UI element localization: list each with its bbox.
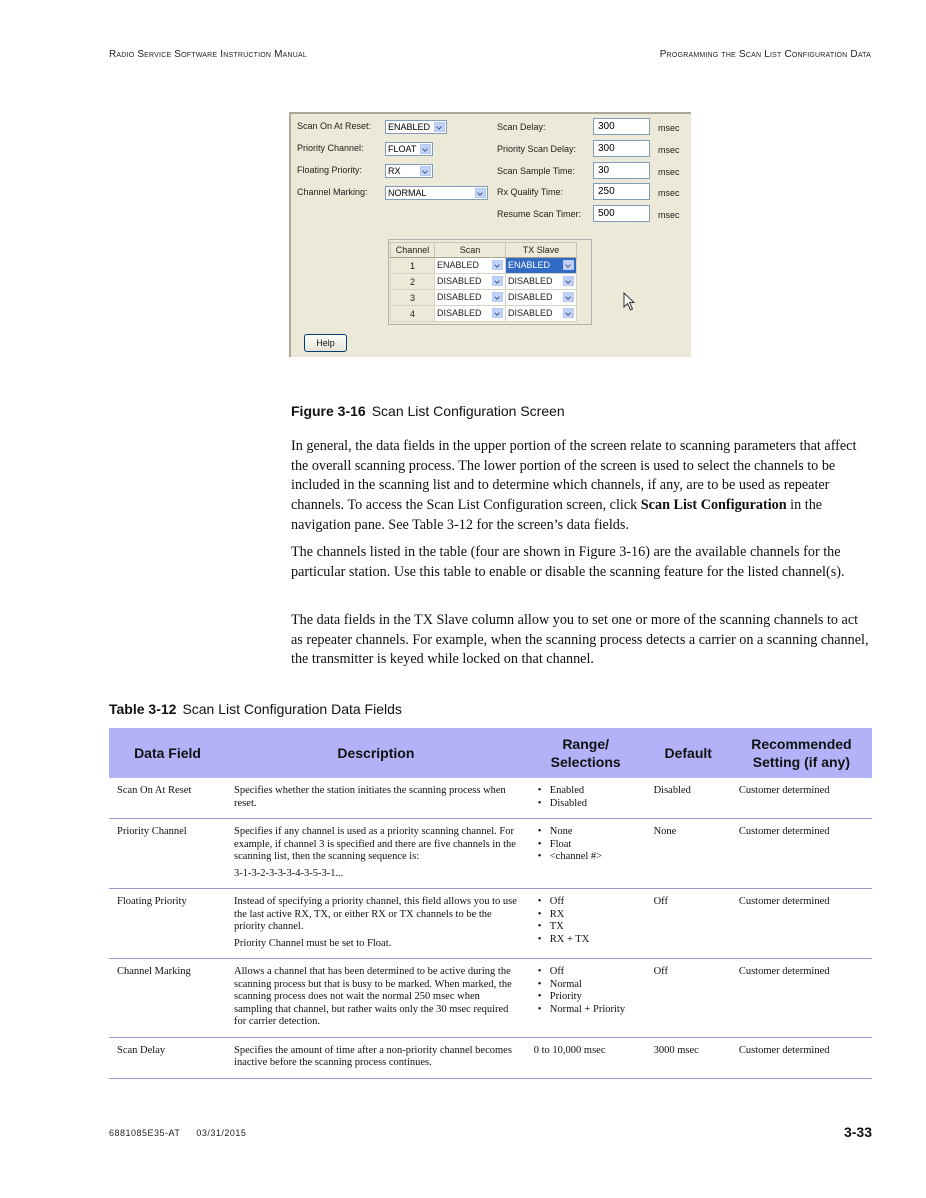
running-header: [109, 49, 871, 63]
range-option: • Priority: [534, 991, 638, 1004]
field-recommended: Customer determined: [731, 1037, 872, 1078]
scan-value: DISABLED: [437, 308, 482, 318]
description-text: Allows a channel that has been determined to be active during the scanning process but that is busy to be marked. When marked, the scanning process does not wait the normal 250 msec when sampling that channel, but rather waits only the 30 msec required for carrier detection.: [234, 966, 512, 1027]
scan-sample-time-label: Scan Sample Time:: [497, 166, 576, 176]
channel-number: 3: [391, 290, 435, 306]
priority-scan-delay-unit: msec: [658, 145, 680, 155]
paragraph-channels: The channels listed in the table (four are shown in Figure 3-16) are the available channels for the particular station. Use this table to enable or disable the scanning feature for the listed channel(s).: [291, 544, 845, 580]
paragraph-text: in the navigation pane. See Table 3-12 for the screen’s data fields.: [291, 497, 823, 533]
scan-select[interactable]: [435, 306, 506, 322]
range-option: • Normal: [534, 979, 638, 992]
field-default: Off: [646, 889, 731, 959]
description-text: Specifies if any channel is used as a priority scanning channel. For example, if channel 3 is specified and there are five channels in the scanning list, then the scanning sequence is:: [234, 826, 516, 862]
mouse-cursor-icon: [623, 292, 637, 312]
channel-row: [391, 258, 577, 274]
field-description: [226, 819, 526, 889]
field-name: Scan Delay: [109, 1037, 226, 1078]
range-option: • RX: [534, 909, 638, 922]
chevron-down-icon[interactable]: [475, 188, 486, 198]
field-default: None: [646, 819, 731, 889]
resume-scan-timer-unit: msec: [658, 210, 680, 220]
chevron-down-icon[interactable]: [492, 276, 503, 286]
range-option: • Float: [534, 839, 638, 852]
field-default: Off: [646, 959, 731, 1038]
chevron-down-icon[interactable]: [563, 292, 574, 302]
scan-value: ENABLED: [437, 260, 480, 270]
rx-qualify-time-input[interactable]: 250: [593, 183, 650, 200]
table-row: [109, 959, 872, 1038]
channel-marking-label: Channel Marking:: [297, 187, 368, 197]
range-option: • Enabled: [534, 785, 638, 798]
column-header-channel[interactable]: Channel: [391, 243, 435, 258]
range-option: • Off: [534, 896, 638, 909]
scan-sample-time-unit: msec: [658, 167, 680, 177]
tx-slave-value: ENABLED: [508, 260, 551, 270]
channel-row: [391, 274, 577, 290]
floating-priority-select[interactable]: [385, 164, 433, 178]
figure-number: Figure 3-16: [291, 403, 366, 419]
table-row: [109, 1037, 872, 1078]
range-option: • TX: [534, 921, 638, 934]
table-number: Table 3-12: [109, 701, 177, 717]
field-name: Channel Marking: [109, 959, 226, 1038]
priority-channel-value: FLOAT: [388, 144, 417, 154]
table-caption: [109, 701, 402, 717]
field-range: [526, 778, 646, 819]
footer-doc-info: [109, 1128, 246, 1138]
tx-slave-value: DISABLED: [508, 292, 553, 302]
field-name: Priority Channel: [109, 819, 226, 889]
range-option: • None: [534, 826, 638, 839]
floating-priority-value: RX: [388, 166, 401, 176]
priority-scan-delay-label: Priority Scan Delay:: [497, 144, 577, 154]
tx-slave-value: DISABLED: [508, 276, 553, 286]
range-option: • Normal + Priority: [534, 1004, 638, 1017]
scan-value: DISABLED: [437, 276, 482, 286]
chevron-down-icon[interactable]: [563, 260, 574, 270]
rx-qualify-time-unit: msec: [658, 188, 680, 198]
paragraph-intro: [291, 437, 873, 536]
chevron-down-icon[interactable]: [420, 144, 431, 154]
header-data-field: Data Field: [109, 728, 226, 778]
field-range: [526, 819, 646, 889]
tx-slave-select[interactable]: [506, 274, 577, 290]
field-range: 0 to 10,000 msec: [526, 1037, 646, 1078]
field-range: [526, 959, 646, 1038]
data-fields-table: [109, 728, 872, 1079]
scan-delay-input[interactable]: 300: [593, 118, 650, 135]
chevron-down-icon[interactable]: [420, 166, 431, 176]
manual-title: Radio Service Software Instruction Manual: [109, 49, 307, 60]
tx-slave-value: DISABLED: [508, 308, 553, 318]
channel-number: 4: [391, 306, 435, 322]
header-range: Range/ Selections: [526, 728, 646, 778]
tx-slave-select[interactable]: [506, 306, 577, 322]
section-title: Programming the Scan List Configuration Data: [659, 49, 871, 60]
column-header-tx-slave[interactable]: TX Slave: [506, 243, 577, 258]
figure-title: Scan List Configuration Screen: [371, 403, 565, 419]
chevron-down-icon[interactable]: [563, 308, 574, 318]
scan-delay-label: Scan Delay:: [497, 122, 546, 132]
field-default: 3000 msec: [646, 1037, 731, 1078]
document-number: 6881085E35-AT: [109, 1128, 181, 1138]
channel-number: 1: [391, 258, 435, 274]
chevron-down-icon[interactable]: [434, 122, 445, 132]
resume-scan-timer-label: Resume Scan Timer:: [497, 209, 582, 219]
figure-caption: [291, 403, 565, 419]
range-option: • RX + TX: [534, 934, 638, 947]
channel-row: [391, 306, 577, 322]
field-name: Floating Priority: [109, 889, 226, 959]
table-row: [109, 778, 872, 819]
paragraph-tx-slave: The data fields in the TX Slave column allow you to set one or more of the scanning channels to act as repeater channels. For example, when the scanning process detects a carrier on a scanning channel, the transmitter is keyed while locked on that channel.: [291, 612, 869, 668]
nav-item-reference: Scan List Configuration: [640, 497, 787, 514]
channel-number: 2: [391, 274, 435, 290]
scan-select[interactable]: [435, 258, 506, 274]
scan-on-at-reset-value: ENABLED: [388, 122, 431, 132]
description-note: 3-1-3-2-3-3-3-4-3-5-3-1...: [234, 867, 344, 879]
description-text: Specifies the amount of time after a non-priority channel becomes inactive before the scanning process continues.: [234, 1044, 512, 1068]
scan-sample-time-input[interactable]: 30: [593, 162, 650, 179]
description-text: Instead of specifying a priority channel, this field allows you to use the last active RX, TX, or either RX or TX channels to be the priority channel.: [234, 896, 517, 932]
priority-scan-delay-input[interactable]: 300: [593, 140, 650, 157]
chevron-down-icon[interactable]: [492, 308, 503, 318]
table-title: Scan List Configuration Data Fields: [182, 701, 402, 717]
field-name: Scan On At Reset: [109, 778, 226, 819]
field-description: [226, 959, 526, 1038]
priority-channel-label: Priority Channel:: [297, 143, 364, 153]
field-range: [526, 889, 646, 959]
range-option: • Disabled: [534, 798, 638, 811]
field-description: [226, 778, 526, 819]
channel-marking-select[interactable]: [385, 186, 488, 200]
scan-value: DISABLED: [437, 292, 482, 302]
field-description: [226, 889, 526, 959]
scan-select[interactable]: [435, 290, 506, 306]
range-option: • Off: [534, 966, 638, 979]
description-note: Priority Channel must be set to Float.: [234, 937, 392, 949]
resume-scan-timer-input[interactable]: 500: [593, 205, 650, 222]
floating-priority-label: Floating Priority:: [297, 165, 363, 175]
field-recommended: Customer determined: [731, 778, 872, 819]
header-default: Default: [646, 728, 731, 778]
header-description: Description: [226, 728, 526, 778]
channel-grid: [388, 239, 592, 325]
description-text: Specifies whether the station initiates the scanning process when reset.: [234, 785, 506, 809]
chevron-down-icon[interactable]: [563, 276, 574, 286]
document-date: 03/31/2015: [196, 1128, 247, 1138]
help-button[interactable]: Help: [304, 334, 347, 352]
field-recommended: Customer determined: [731, 959, 872, 1038]
field-default: Disabled: [646, 778, 731, 819]
chevron-down-icon[interactable]: [492, 260, 503, 270]
scan-on-at-reset-label: Scan On At Reset:: [297, 121, 372, 131]
range-option: • <channel #>: [534, 851, 638, 864]
table-row: [109, 889, 872, 959]
field-description: [226, 1037, 526, 1078]
column-header-scan[interactable]: Scan: [435, 243, 506, 258]
table-header-row: [109, 728, 872, 778]
paragraph-text: In general, the data fields in the upper portion of the screen relate to scanning parameters that affect the overall scanning process. The lower portion of the screen is used to select the channels to be included in the scanning list and to determine which channels, if any, are to be used as repeater channels. To access the Scan List Configuration screen, click: [291, 438, 857, 514]
scan-on-at-reset-select[interactable]: [385, 120, 447, 134]
table-row: [109, 819, 872, 889]
tx-slave-select[interactable]: [506, 258, 577, 274]
priority-channel-select[interactable]: [385, 142, 433, 156]
tx-slave-select[interactable]: [506, 290, 577, 306]
channel-row: [391, 290, 577, 306]
scan-select[interactable]: [435, 274, 506, 290]
chevron-down-icon[interactable]: [492, 292, 503, 302]
field-recommended: Customer determined: [731, 889, 872, 959]
rx-qualify-time-label: Rx Qualify Time:: [497, 187, 564, 197]
field-recommended: Customer determined: [731, 819, 872, 889]
header-recommended: Recommended Setting (if any): [731, 728, 872, 778]
scan-list-configuration-screenshot: [289, 112, 691, 357]
scan-delay-unit: msec: [658, 123, 680, 133]
channel-marking-value: NORMAL: [388, 188, 427, 198]
page-number: 3-33: [843, 1124, 872, 1140]
